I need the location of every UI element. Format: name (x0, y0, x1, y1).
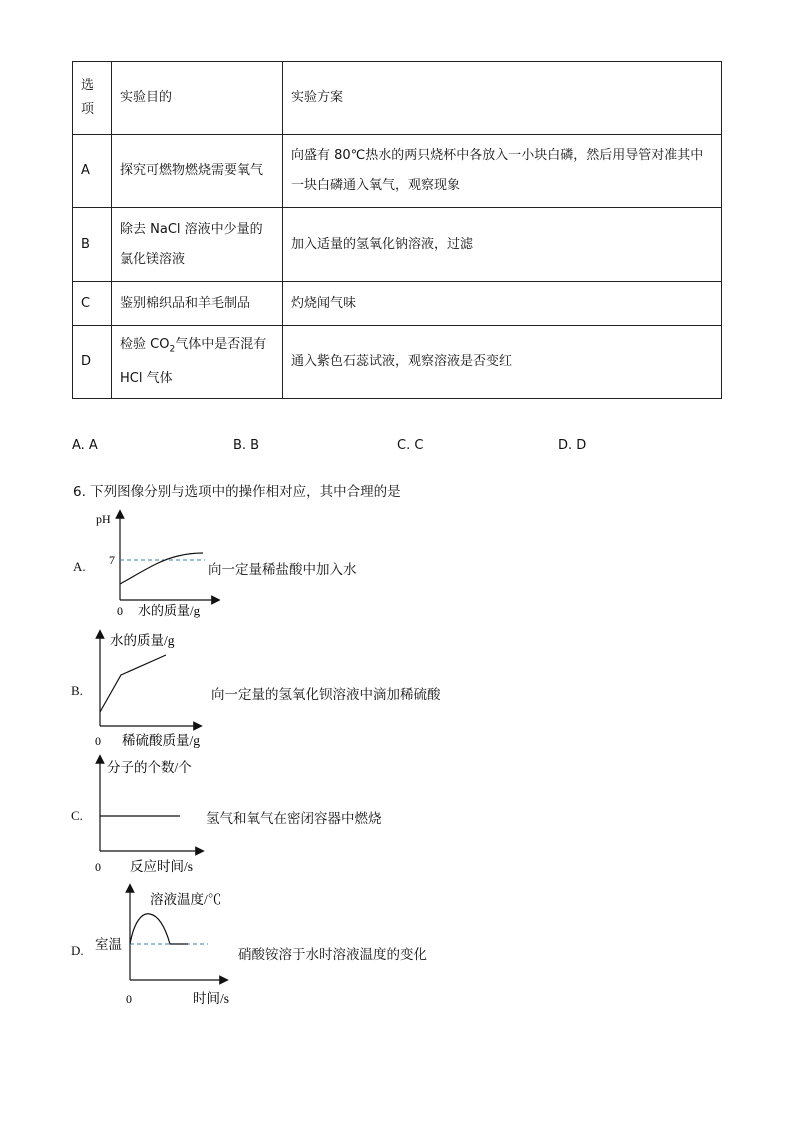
graph-b (90, 628, 230, 753)
purpose-text: 气体中是否混有 HCl 气体 (120, 336, 267, 387)
option-d-description: 硝酸铵溶于水时溶液温度的变化 (238, 947, 427, 963)
y-axis-label: 分子的个数/个 (107, 760, 192, 775)
row-option: B (73, 208, 112, 282)
table-row (73, 208, 722, 282)
table-row (73, 326, 722, 399)
x-axis-label: 水的质量/g (138, 603, 201, 618)
answer-option-c[interactable]: C. C (397, 438, 424, 453)
row-plan: 向盛有 80℃热水的两只烧杯中各放入一小块白磷，然后用导管对准其中一块白磷通入氧气，观察现象 (283, 135, 722, 208)
row-option: C (73, 282, 112, 326)
graph-a (90, 508, 220, 623)
answer-option-b[interactable]: B. B (233, 438, 260, 453)
option-a-description: 向一定量稀盐酸中加入水 (208, 562, 357, 578)
header-plan: 实验方案 (283, 62, 722, 135)
answer-option-d[interactable]: D. D (558, 438, 587, 453)
row-purpose (112, 326, 283, 399)
question-6-stem: 6. 下列图像分别与选项中的操作相对应，其中合理的是 (73, 484, 401, 500)
header-option: 选项 (73, 62, 112, 135)
x-axis-label: 时间/s (193, 991, 230, 1006)
table-header-row (73, 62, 722, 135)
row-purpose: 鉴别棉织品和羊毛制品 (112, 282, 283, 326)
curve (120, 553, 203, 584)
origin-label: 0 (117, 604, 123, 618)
subscript-2: 2 (169, 344, 176, 355)
curve (130, 914, 188, 944)
x-axis-label: 反应时间/s (130, 859, 194, 874)
option-d-letter[interactable]: D. (71, 943, 84, 958)
origin-label: 0 (95, 734, 101, 748)
origin-label: 0 (126, 992, 132, 1006)
origin-label: 0 (95, 860, 101, 874)
row-purpose: 探究可燃物燃烧需要氧气 (112, 135, 283, 208)
option-b-description: 向一定量的氢氧化钡溶液中滴加稀硫酸 (211, 687, 441, 703)
answer-option-a[interactable]: A. A (72, 438, 98, 453)
row-option: D (73, 326, 112, 399)
line (100, 655, 166, 712)
y-axis-label: 溶液温度/℃ (150, 892, 222, 907)
ref-label: 7 (109, 553, 115, 567)
row-plan: 加入适量的氢氧化钠溶液，过滤 (283, 208, 722, 282)
row-plan: 灼烧闻气味 (283, 282, 722, 326)
x-axis-label: 稀硫酸质量/g (122, 733, 201, 748)
header-purpose: 实验目的 (112, 62, 283, 135)
y-axis-label: pH (96, 512, 111, 526)
y-axis-label: 水的质量/g (110, 633, 175, 648)
option-b-letter[interactable]: B. (71, 683, 83, 698)
option-c-description: 氢气和氧气在密闭容器中燃烧 (206, 811, 382, 827)
option-c-letter[interactable]: C. (71, 808, 83, 823)
option-a-letter[interactable]: A. (73, 559, 86, 574)
row-purpose: 除去 NaCl 溶液中少量的氯化镁溶液 (112, 208, 283, 282)
table-row (73, 135, 722, 208)
row-option: A (73, 135, 112, 208)
graph-d (90, 882, 250, 1010)
table-row (73, 282, 722, 326)
purpose-text: 检验 CO (120, 336, 170, 352)
experiment-table (72, 61, 722, 399)
ref-label: 室温 (95, 937, 122, 952)
row-plan: 通入紫色石蕊试液，观察溶液是否变红 (283, 326, 722, 399)
